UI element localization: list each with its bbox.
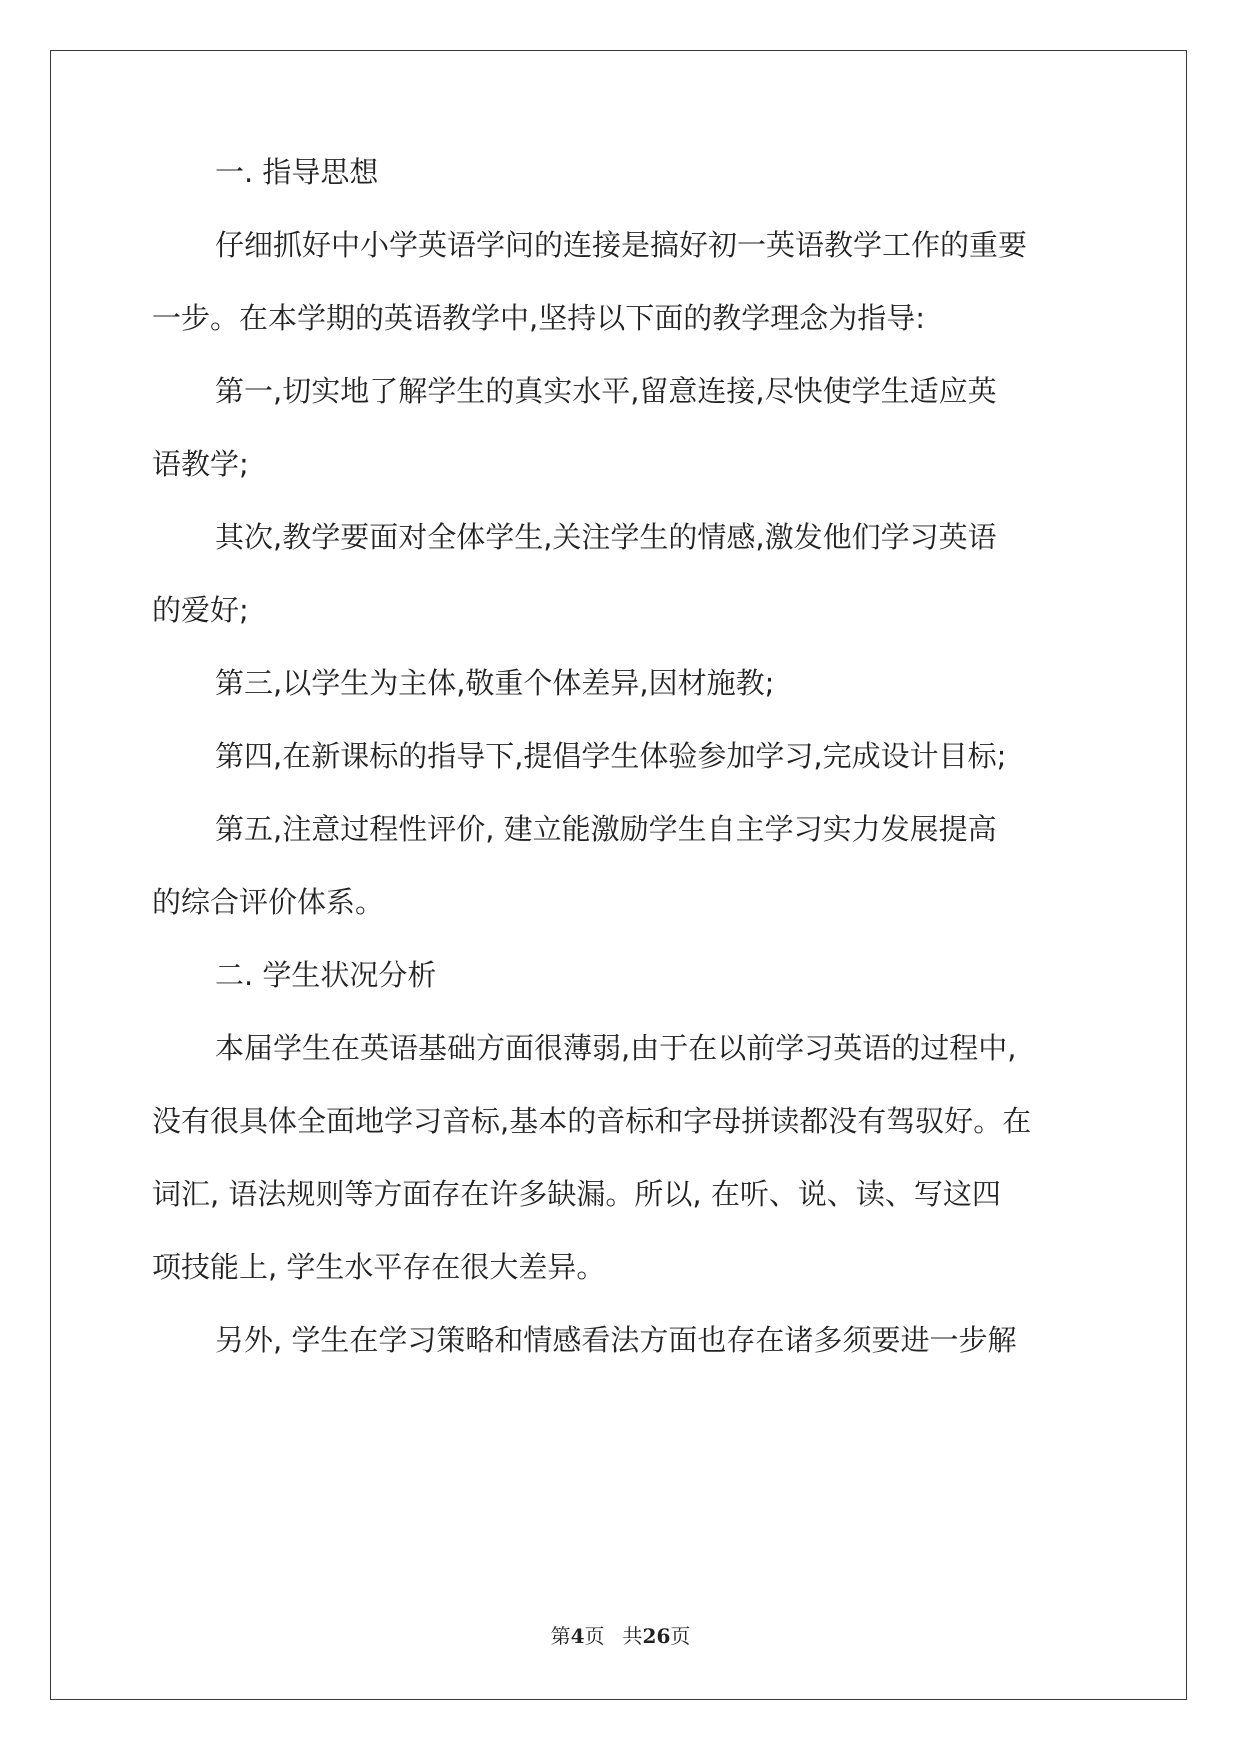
paragraph-line: 第三,以学生为主体,敬重个体差异,因材施教;: [215, 666, 775, 700]
paragraph-line: 其次,教学要面对全体学生,关注学生的情感,激发他们学习英语: [215, 520, 997, 554]
paragraph-line: 第五,注意过程性评价, 建立能激励学生自主学习实力发展提高: [215, 812, 997, 846]
heading-guiding-ideology: 一. 指导思想: [215, 155, 379, 189]
total-page-count: 26: [642, 1624, 671, 1648]
paragraph-line: 第一,切实地了解学生的真实水平,留意连接,尽快使学生适应英: [215, 374, 997, 408]
paragraph-line: 的综合评价体系。: [152, 885, 385, 919]
paragraph-line: 一步。在本学期的英语教学中,坚持以下面的教学理念为指导:: [152, 301, 925, 335]
heading-student-analysis: 二. 学生状况分析: [215, 958, 437, 992]
paragraph-line: 仔细抓好中小学英语学问的连接是搞好初一英语教学工作的重要: [215, 228, 1028, 262]
paragraph-line: 项技能上, 学生水平存在很大差异。: [152, 1250, 606, 1284]
paragraph-line: 本届学生在英语基础方面很薄弱,由于在以前学习英语的过程中,: [215, 1031, 1017, 1065]
current-page-number: 4: [570, 1624, 585, 1648]
paragraph-line: 词汇, 语法规则等方面存在许多缺漏。所以, 在听、说、读、写这四: [152, 1177, 1001, 1211]
page-footer: 第4页 共26页: [550, 1624, 691, 1648]
paragraph-line: 第四,在新课标的指导下,提倡学生体验参加学习,完成设计目标;: [215, 739, 1007, 773]
paragraph-line: 没有很具体全面地学习音标,基本的音标和字母拼读都没有驾驭好。在: [152, 1104, 1032, 1138]
paragraph-line: 语教学;: [152, 447, 249, 481]
paragraph-line: 的爱好;: [152, 593, 249, 627]
paragraph-line: 另外, 学生在学习策略和情感看法方面也存在诸多须要进一步解: [215, 1323, 1017, 1357]
